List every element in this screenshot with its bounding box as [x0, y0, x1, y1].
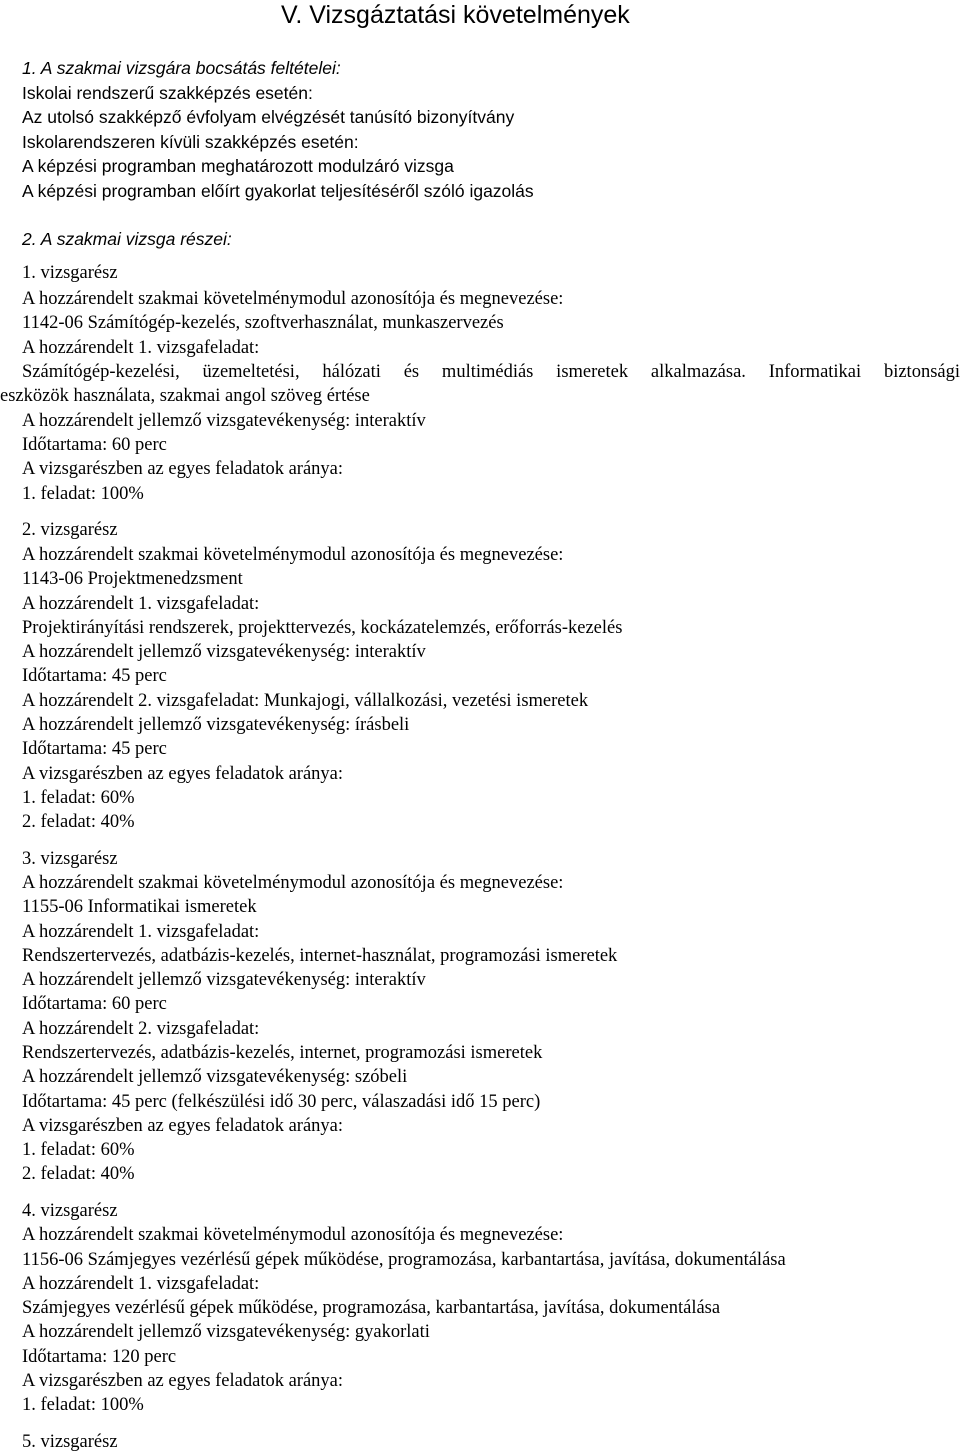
- body-line: A hozzárendelt jellemző vizsgatevékenység: interaktív: [22, 411, 426, 431]
- body-line: A hozzárendelt szakmai követelménymodul azonosítója és megnevezése:: [22, 545, 564, 565]
- body-line: 1. feladat: 60%: [22, 788, 135, 808]
- section-heading: 1. A szakmai vizsgára bocsátás feltételei:: [22, 58, 341, 78]
- body-line: A hozzárendelt jellemző vizsgatevékenység: interaktív: [22, 970, 426, 990]
- body-line: A hozzárendelt jellemző vizsgatevékenység: írásbeli: [22, 715, 410, 735]
- condition-line: Az utolsó szakképző évfolyam elvégzését tanúsító bizonyítvány: [22, 107, 515, 127]
- body-line: A hozzárendelt 1. vizsgafeladat:: [22, 594, 260, 614]
- exam-part-heading: 5. vizsgarész: [22, 1432, 118, 1452]
- module-name: 1155-06 Informatikai ismeretek: [22, 897, 257, 917]
- body-line: 2. feladat: 40%: [22, 812, 135, 832]
- condition-line: Iskolarendszeren kívüli szakképzés esetén:: [22, 131, 359, 152]
- body-line: A hozzárendelt szakmai követelménymodul azonosítója és megnevezése:: [22, 873, 564, 893]
- body-line: 1. feladat: 60%: [22, 1140, 135, 1160]
- body-line: A hozzárendelt 1. vizsgafeladat:: [22, 338, 260, 358]
- page-title: V. Vizsgáztatási követelmények: [281, 1, 630, 29]
- body-line: A hozzárendelt jellemző vizsgatevékenység: interaktív: [22, 642, 426, 662]
- exam-parts-heading-section: [22, 227, 232, 251]
- body-line: Időtartama: 45 perc (felkészülési idő 30 perc, válaszadási idő 15 perc): [22, 1092, 541, 1112]
- body-line: A vizsgarészben az egyes feladatok aránya:: [22, 459, 344, 479]
- exam-part-heading: 3. vizsgarész: [22, 849, 118, 869]
- module-name: 1143-06 Projektmenedzsment: [22, 569, 243, 589]
- condition-line: A képzési programban előírt gyakorlat teljesítéséről szóló igazolás: [22, 180, 534, 201]
- body-line: A hozzárendelt jellemző vizsgatevékenység: gyakorlati: [22, 1322, 430, 1342]
- exam-part-heading: 2. vizsgarész: [22, 520, 118, 540]
- exam-part-heading: 4. vizsgarész: [22, 1201, 118, 1221]
- body-line: A hozzárendelt jellemző vizsgatevékenység: szóbeli: [22, 1067, 408, 1087]
- body-line: A vizsgarészben az egyes feladatok aránya:: [22, 764, 344, 784]
- body-line: A vizsgarészben az egyes feladatok aránya:: [22, 1116, 344, 1136]
- body-line: A hozzárendelt szakmai követelménymodul azonosítója és megnevezése:: [22, 289, 564, 309]
- body-line: A vizsgarészben az egyes feladatok aránya:: [22, 1371, 344, 1391]
- body-line: Rendszertervezés, adatbázis-kezelés, internet, programozási ismeretek: [22, 1043, 543, 1063]
- body-line: Időtartama: 60 perc: [22, 994, 167, 1014]
- body-line: 1. feladat: 100%: [22, 484, 144, 504]
- condition-line: A képzési programban meghatározott modulzáró vizsga: [22, 156, 454, 176]
- section-heading: 2. A szakmai vizsga részei:: [22, 229, 232, 249]
- exam-part-heading: 1. vizsgarész: [22, 263, 118, 283]
- admission-conditions-section: [22, 56, 534, 203]
- body-line: 1. feladat: 100%: [22, 1395, 144, 1415]
- body-line: A hozzárendelt szakmai követelménymodul azonosítója és megnevezése:: [22, 1225, 564, 1245]
- body-line: Időtartama: 60 perc: [22, 435, 167, 455]
- body-line: Időtartama: 45 perc: [22, 739, 167, 759]
- body-line: Időtartama: 45 perc: [22, 666, 167, 686]
- body-line: A hozzárendelt 2. vizsgafeladat: Munkajogi, vállalkozási, vezetési ismeretek: [22, 691, 589, 711]
- body-line: A hozzárendelt 1. vizsgafeladat:: [22, 1274, 260, 1294]
- body-line: Számítógép-kezelési, üzemeltetési, hálózati és multimédiás ismeretek alkalmazása. Informatikai biztonsági: [22, 362, 960, 382]
- condition-line: Iskolai rendszerű szakképzés esetén:: [22, 82, 313, 103]
- body-line: Rendszertervezés, adatbázis-kezelés, internet-használat, programozási ismeretek: [22, 946, 618, 966]
- module-name: 1142-06 Számítógép-kezelés, szoftverhasználat, munkaszervezés: [22, 313, 504, 333]
- body-line: eszközök használata, szakmai angol szöveg értése: [0, 386, 370, 406]
- body-line: A hozzárendelt 2. vizsgafeladat:: [22, 1019, 260, 1039]
- module-name: 1156-06 Számjegyes vezérlésű gépek működése, programozása, karbantartása, javítása, dokumentálása: [22, 1250, 786, 1270]
- body-line: Időtartama: 120 perc: [22, 1347, 177, 1367]
- body-line: A hozzárendelt 1. vizsgafeladat:: [22, 922, 260, 942]
- body-line: Számjegyes vezérlésű gépek működése, programozása, karbantartása, javítása, dokumentálása: [22, 1298, 721, 1318]
- body-line: 2. feladat: 40%: [22, 1164, 135, 1184]
- body-line: Projektirányítási rendszerek, projekttervezés, kockázatelemzés, erőforrás-kezelés: [22, 618, 623, 638]
